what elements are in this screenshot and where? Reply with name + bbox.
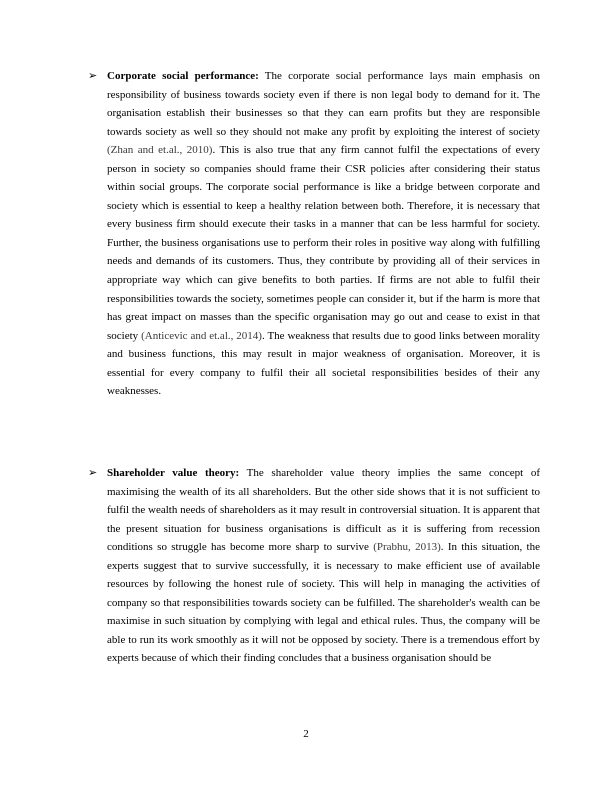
citation: (Zhan and et.al., 2010)	[107, 144, 213, 157]
paragraph-text: . This is also true that any firm cannot fulfil the expectations of every person in society so companies should frame their CSR policies after considering their status within social groups. The corporate social performance is like a bridge between corporate and society which is essential to keep a healthy relation between both. Therefore, it is necessary that every business firm should execute their tasks in a manner that can be less harmful for society. Further, the business organisations use to perform their roles in positive way along with fulfilling needs and demands of its customers. Thus, they contribute by providing all of their services in appropriate way which can give benefits to both parties. If firms are not able to fulfil their responsibilities towards the society, sometimes people can consider it, but if the harm is more that has great impact on masses than the specific organisation may go out and cease to exist in that society	[107, 144, 540, 342]
bullet-item-corporate-social-performance	[88, 67, 540, 401]
page-number: 2	[303, 728, 309, 740]
arrow-bullet-icon: ➢	[88, 467, 98, 479]
paragraph-text: The shareholder value theory implies the same concept of maximising the wealth of its all shareholders. But the other side shows that it is not sufficient to fulfil the wealth needs of shareholders as it may result in controversial situation. It is apparent that the present situation for business organisations is difficult as it is suffering from recession conditions so struggle has become more sharp to survive	[107, 467, 540, 554]
paragraph-text: . The weakness that results due to good links between morality and business functions, this may result in major weakness of organisation. Moreover, it is essential for every company to fulfil their all societal responsibilities besides of their any weaknesses.	[107, 329, 540, 398]
term-heading: Corporate social performance:	[107, 70, 259, 82]
arrow-bullet-icon: ➢	[88, 70, 98, 82]
citation: (Anticevic and et.al., 2014)	[141, 329, 262, 342]
bullet-item-shareholder-value-theory	[88, 464, 540, 668]
paragraph-text: . In this situation, the experts suggest that to survive successfully, it is necessary to make efficient use of available resources by following the honest rule of society. This will help in managing the activities of company so that responsibilities towards society can be fulfilled. The shareholder's wealth can be maximise in such situation by complying with legal and ethical rules. Thus, the company will be able to run its work smoothly as it will not be opposed by society. There is a tremendous effort by experts because of which their finding concludes that a business organisation should be	[107, 541, 540, 665]
citation: (Prabhu, 2013)	[373, 541, 441, 554]
term-heading: Shareholder value theory:	[107, 467, 240, 479]
paragraph-text: The corporate social performance lays main emphasis on responsibility of business towards society even if there is non legal body to demand for it. The organisation establish their businesses so that they can earn profits but they are responsible towards society as well so they should not make any profit by exploiting the interest of society	[107, 70, 540, 138]
